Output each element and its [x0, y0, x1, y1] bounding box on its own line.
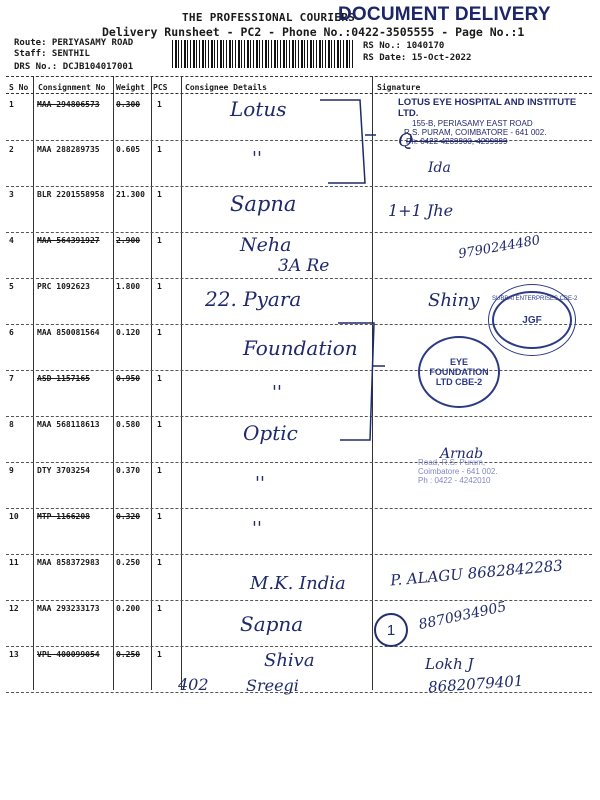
- row-sno: 2: [9, 145, 14, 154]
- row-sno: 1: [9, 100, 14, 109]
- row-divider: [6, 370, 592, 371]
- rs-number: RS No.: 1040170: [363, 41, 445, 51]
- header-consignment: Consignment No: [38, 83, 106, 92]
- row-pcs: 1: [157, 604, 162, 613]
- header-weight: Weight: [116, 83, 145, 92]
- row-consignment-no: MTP 1166208: [37, 512, 90, 521]
- row-consignment-no: MAA 288289735: [37, 145, 100, 154]
- signature-row-1: Q: [398, 130, 413, 151]
- faded-stamp-line: Coimbatore - 641 002.: [418, 467, 498, 476]
- signature-row-13-name: Lokh J: [425, 655, 474, 673]
- row-weight: 21.300: [116, 190, 145, 199]
- row-weight: 0.370: [116, 466, 141, 475]
- row-sno: 7: [9, 374, 14, 383]
- consignee-row-1: Lotus: [230, 97, 287, 121]
- signature-row-13-phone: 8682079401: [427, 671, 524, 697]
- row-weight: 0.300: [116, 100, 141, 109]
- consignee-row-9: '': [255, 473, 265, 494]
- staff-label: Staff: SENTHIL: [14, 49, 90, 59]
- consignee-row-11: M.K. India: [250, 573, 346, 594]
- row-divider: [6, 186, 592, 187]
- row-divider: [6, 692, 592, 693]
- row-weight: 0.250: [116, 558, 141, 567]
- signature-row-5: Shiny: [428, 290, 480, 311]
- document-delivery-stamp: DOCUMENT DELIVERY: [338, 4, 551, 25]
- barcode: [172, 40, 354, 68]
- row-consignment-no: DTY 3703254: [37, 466, 90, 475]
- signature-row-11: P. ALAGU 8682842283: [389, 556, 564, 590]
- row-pcs: 1: [157, 100, 162, 109]
- row-pcs: 1: [157, 282, 162, 291]
- consignee-row-12: Sapna: [240, 612, 304, 636]
- signature-row-2: Ida: [428, 160, 451, 176]
- row-pcs: 1: [157, 190, 162, 199]
- signature-row-3: 1+1 Jhe: [388, 201, 454, 220]
- consignee-row-7: '': [272, 382, 282, 403]
- hospital-address-line-2: R.S. PURAM, COIMBATORE - 641 002.: [404, 128, 547, 137]
- circled-number: 1: [374, 613, 408, 647]
- eye-foundation-stamp: EYE FOUNDATION LTD CBE-2: [418, 336, 500, 408]
- row-pcs: 1: [157, 374, 162, 383]
- row-pcs: 1: [157, 466, 162, 475]
- signature-row-9: Arnab: [440, 446, 484, 462]
- row-consignment-no: BLR 2201558958: [37, 190, 105, 199]
- faded-address-stamp: [418, 458, 568, 485]
- bracket-mark: [330, 318, 390, 448]
- row-consignment-no: MAA 564391927: [37, 236, 100, 245]
- row-divider: [6, 646, 592, 647]
- drs-number: DRS No.: DCJB104017001: [14, 62, 134, 72]
- row-pcs: 1: [157, 328, 162, 337]
- column-divider: [151, 76, 152, 690]
- row-divider: [6, 232, 592, 233]
- row13-left-note: 402: [178, 675, 209, 694]
- row4-annotation: 3A Re: [278, 256, 330, 276]
- faded-stamp-line: Road, R.S. Puram,: [418, 458, 486, 467]
- row-divider: [6, 416, 592, 417]
- row-weight: 0.120: [116, 328, 141, 337]
- row-weight: 0.200: [116, 604, 141, 613]
- row-pcs: 1: [157, 512, 162, 521]
- row-consignment-no: MAA 850081564: [37, 328, 100, 337]
- consignee-row-3: Sapna: [230, 192, 297, 216]
- column-divider: [181, 76, 182, 690]
- row-pcs: 1: [157, 558, 162, 567]
- row-pcs: 1: [157, 650, 162, 659]
- row-weight: 0.950: [116, 374, 141, 383]
- table-top-border: [6, 76, 592, 77]
- row-weight: 0.320: [116, 512, 141, 521]
- rs-date: RS Date: 15-Oct-2022: [363, 53, 472, 63]
- row-divider: [6, 278, 592, 279]
- route-label: Route: PERIYASAMY ROAD: [14, 38, 134, 48]
- consignee-row-13: Shiva: [264, 650, 315, 671]
- header-pcs: PCS: [153, 83, 168, 92]
- column-divider: [113, 76, 114, 690]
- row-weight: 0.605: [116, 145, 141, 154]
- runsheet-title: Delivery Runsheet - PC2 - Phone No.:0422-3505555 - Page No.:1: [102, 25, 525, 39]
- row-consignment-no: ASD 1157165: [37, 374, 90, 383]
- header-consignee: Consignee Details: [185, 83, 267, 92]
- row-pcs: 1: [157, 145, 162, 154]
- row-sno: 4: [9, 236, 14, 245]
- hospital-name: LOTUS EYE HOSPITAL AND INSTITUTE LTD.: [398, 97, 577, 119]
- consignee-row-5: 22. Pyara: [205, 287, 302, 311]
- hospital-stamp: [398, 97, 588, 146]
- header-sno: S No: [9, 83, 29, 92]
- row13-annotation: Sreegi: [246, 676, 299, 695]
- company-name: THE PROFESSIONAL COURIERS: [182, 11, 356, 24]
- enterprise-stamp-text: SUBBAI ENTERPRISES CBE-2: [492, 296, 578, 302]
- consignee-row-6: Foundation: [243, 336, 358, 360]
- row-pcs: 1: [157, 420, 162, 429]
- row-pcs: 1: [157, 236, 162, 245]
- row-divider: [6, 554, 592, 555]
- row-sno: 13: [9, 650, 19, 659]
- row-consignment-no: MAA 293233173: [37, 604, 100, 613]
- consignee-row-4: Neha: [240, 234, 292, 256]
- row-consignment-no: MAA 858372983: [37, 558, 100, 567]
- hospital-address-line-1: 155-B, PERIASAMY EAST ROAD: [412, 119, 533, 128]
- row-sno: 9: [9, 466, 14, 475]
- header-signature: Signature: [377, 83, 421, 92]
- signature-row-4: 9790244480: [457, 232, 542, 263]
- consignee-row-10: '': [252, 518, 262, 539]
- row-sno: 12: [9, 604, 19, 613]
- row-sno: 8: [9, 420, 14, 429]
- faded-stamp-line: Ph : 0422 - 4242010: [418, 476, 491, 485]
- row-sno: 5: [9, 282, 14, 291]
- hospital-phone: Ph. 0422-4239900, 4299999: [406, 137, 508, 146]
- bracket-mark: [320, 95, 380, 195]
- row-consignment-no: PRC 1092623: [37, 282, 90, 291]
- row-weight: 0.250: [116, 650, 141, 659]
- row-sno: 6: [9, 328, 14, 337]
- consignee-row-2: '': [252, 148, 262, 169]
- signature-row-12: 8870934905: [417, 598, 508, 634]
- column-divider: [33, 76, 34, 690]
- row-consignment-no: VPL 400099054: [37, 650, 100, 659]
- header-divider: [6, 93, 592, 94]
- consignee-row-8: Optic: [243, 421, 298, 445]
- row-weight: 0.580: [116, 420, 141, 429]
- row-consignment-no: MAA 568118613: [37, 420, 100, 429]
- row-sno: 3: [9, 190, 14, 199]
- jgf-stamp: JGF: [492, 291, 572, 349]
- row-consignment-no: MAA 294806573: [37, 100, 100, 109]
- row-weight: 1.800: [116, 282, 141, 291]
- row-weight: 2.900: [116, 236, 141, 245]
- row-sno: 10: [9, 512, 19, 521]
- row-sno: 11: [9, 558, 19, 567]
- row-divider: [6, 508, 592, 509]
